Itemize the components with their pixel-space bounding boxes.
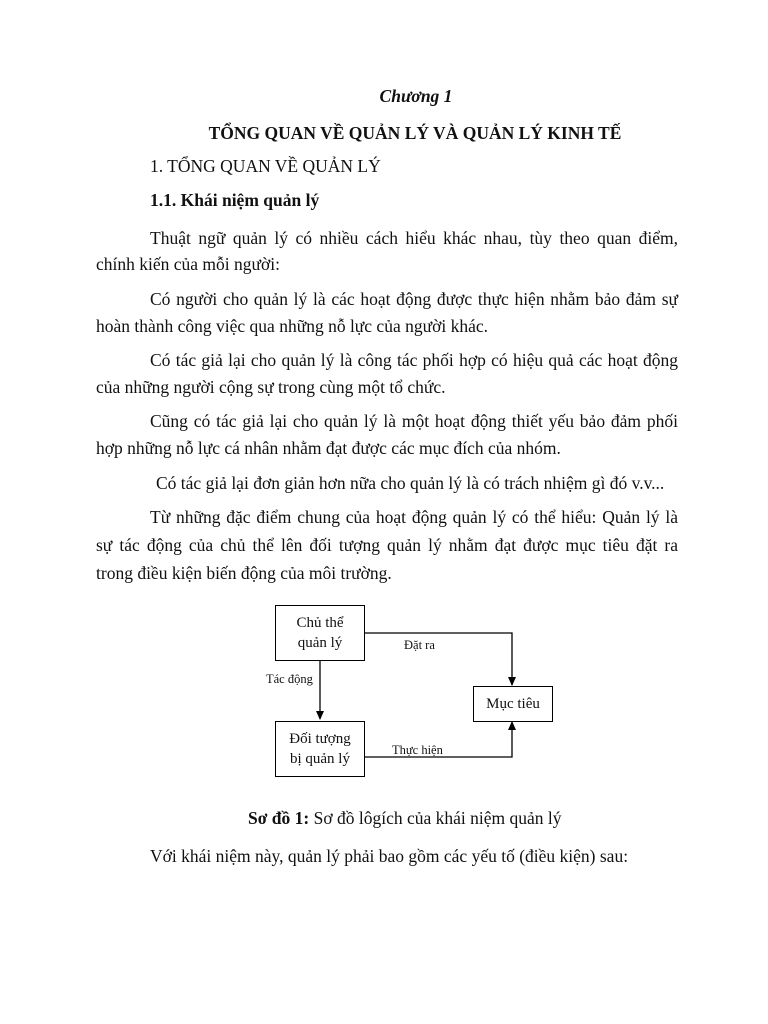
object-box: Đối tượng bị quản lý bbox=[275, 721, 365, 777]
paragraph-3-line-1: Có tác giả lại cho quản lý là công tác phối hợp có hiệu quả các hoạt động bbox=[150, 350, 678, 370]
paragraph-4-line-1: Cũng có tác giả lại cho quản lý là một hoạt động thiết yếu bảo đảm phối bbox=[150, 411, 678, 431]
paragraph-7-line-1: Với khái niệm này, quản lý phải bao gồm các yếu tố (điều kiện) sau: bbox=[150, 846, 629, 866]
paragraph-6-line-2: sự tác động của chủ thể lên đối tượng quản lý nhằm đạt được mục tiêu đặt ra bbox=[96, 535, 678, 555]
paragraph-4-line-2: hợp những nỗ lực cá nhân nhằm đạt được các mục đích của nhóm. bbox=[96, 438, 561, 458]
paragraph-2-line-1: Có người cho quản lý là các hoạt động được thực hiện nhằm bảo đảm sự bbox=[150, 289, 678, 309]
goal-box: Mục tiêu bbox=[473, 686, 553, 722]
paragraph-6-line-3: trong điều kiện biến động của môi trường. bbox=[96, 563, 392, 583]
diagram-caption bbox=[248, 808, 562, 828]
subject-box: Chủ thể quản lý bbox=[275, 605, 365, 661]
chapter-title: TỔNG QUAN VỀ QUẢN LÝ VÀ QUẢN LÝ KINH TẾ bbox=[208, 123, 622, 143]
section-heading: 1. TỔNG QUAN VỀ QUẢN LÝ bbox=[150, 156, 381, 176]
caption-text: Sơ đồ lôgích của khái niệm quản lý bbox=[309, 808, 562, 828]
caption-label: Sơ đồ 1: bbox=[248, 808, 310, 828]
arrow-subject-to-goal bbox=[365, 633, 512, 685]
edge-label-do: Thực hiện bbox=[392, 743, 443, 757]
edge-label-set: Đặt ra bbox=[404, 638, 435, 652]
paragraph-5-line-1: Có tác giả lại đơn giản hơn nữa cho quản lý là có trách nhiệm gì đó v.v... bbox=[156, 473, 665, 493]
paragraph-3-line-2: của những người cộng sự trong cùng một tổ chức. bbox=[96, 377, 446, 397]
chapter-heading: Chương 1 bbox=[379, 86, 453, 106]
edge-label-act: Tác động bbox=[266, 672, 313, 686]
paragraph-1-line-1: Thuật ngữ quản lý có nhiều cách hiểu khác nhau, tùy theo quan điểm, bbox=[150, 228, 678, 248]
paragraph-2-line-2: hoàn thành công việc qua những nỗ lực của người khác. bbox=[96, 316, 488, 336]
paragraph-6-line-1: Từ những đặc điểm chung của hoạt động quản lý có thể hiểu: Quản lý là bbox=[150, 507, 678, 527]
subsection-heading: 1.1. Khái niệm quản lý bbox=[150, 190, 320, 210]
paragraph-1-line-2: chính kiến của mỗi người: bbox=[96, 254, 280, 274]
